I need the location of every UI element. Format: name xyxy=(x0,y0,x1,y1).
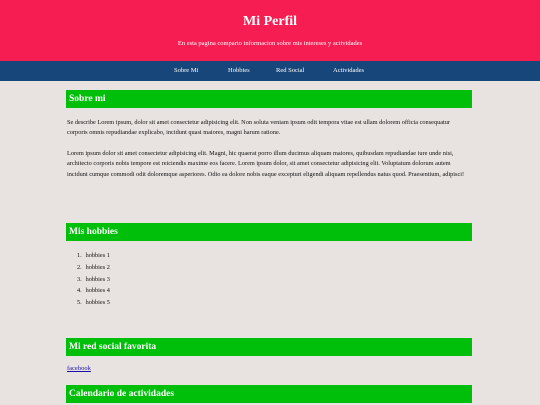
section-title-social: Mi red social favorita xyxy=(66,338,472,356)
nav-item-hobbies[interactable]: Hobbies xyxy=(228,67,250,74)
facebook-link[interactable]: facebook xyxy=(67,365,91,372)
nav-item-actividades[interactable]: Actividades xyxy=(333,67,365,74)
nav-bar xyxy=(0,61,540,81)
list-item: 2. hobbies 2 xyxy=(77,263,110,271)
section-title-hobbies: Mis hobbies xyxy=(66,223,472,241)
hobbies-list xyxy=(67,250,267,309)
nav-item-red-social[interactable]: Red Social xyxy=(276,67,305,74)
section-title-about: Sobre mi xyxy=(66,90,472,108)
about-paragraph-1: Se describe Lorem ipsum, dolor sit amet consectetur adipisicing elit. Non soluta veniam ipsum odit tempora vitae est ullam dolorem officia consequatur corporis omnis repudiandae explicabo, incidunt quasi maiores, magni harum ratione. xyxy=(67,119,451,137)
list-item: 1. hobbies 1 xyxy=(77,252,110,259)
list-item: 4. hobbies 4 xyxy=(77,287,110,295)
page-subtitle: En esta pagina comparto informacion sobre mis intereses y actividades xyxy=(177,40,363,47)
list-item: 3. hobbies 3 xyxy=(77,275,110,283)
page-title: Mi Perfil xyxy=(242,14,298,29)
list-item: 5. hobbies 5 xyxy=(77,299,110,307)
page-header xyxy=(0,0,540,61)
section-title-calendar: Calendario de actividades xyxy=(66,385,472,403)
about-paragraph-2: Lorem ipsum dolor sit amet consectetur adipisicing elit. Magni, hic quaerat porro illum ducimus aliquam maiores, quibusdam repudiandae iure unde nisi, architecto corporis nobis tempore est reiciendis maxime eos facere. Lorem ipsum dolor, sit amet consectetur adipisicing elit. Voluptatum dolorum autem incidunt cumque commodi odit doloremque asperiores. Odio ea dolore nobis eaque excepturi eligendi aliquam repellendus natus quod. Praesentium, adipisci! xyxy=(67,150,465,178)
nav-item-sobre-mi[interactable]: Sobre Mi xyxy=(174,67,199,74)
